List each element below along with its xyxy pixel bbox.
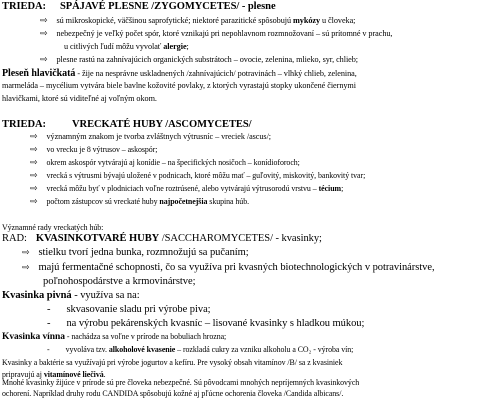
dash-marker: -	[47, 345, 50, 354]
term-bold: Pleseň hlavičkatá	[2, 68, 76, 79]
item-text: skvasovanie sladu pri výrobe piva;	[66, 304, 211, 315]
item-text-end: – rozkladá cukry za vzniku alkoholu a CO₂ - výroba vín;	[175, 345, 354, 354]
heading-label: TRIEDA:	[2, 119, 46, 130]
heading-label: TRIEDA:	[2, 1, 46, 12]
bullet-text-end: skupina húb.	[207, 197, 250, 206]
dash-item	[47, 346, 353, 354]
paragraph-text: ochorení. Napríklad druhy rodu CANDIDA spôsobujú kožné aj pľúcne ochorenia človeka /Candida albicans/.	[2, 389, 344, 398]
item-text: vyvoláva tzv.	[65, 345, 109, 354]
bullet-text: okrem askospór vytvárajú aj konídie – na špecifických nosičoch – konídioforoch;	[46, 158, 300, 167]
bullet-item	[40, 56, 358, 65]
heading-title: VRECKATÉ HUBY /ASCOMYCETES/	[72, 119, 252, 130]
dash-marker: -	[47, 318, 51, 329]
bullet-item	[40, 30, 392, 39]
bullet-item	[30, 146, 157, 155]
rady-heading	[2, 224, 103, 232]
paragraph-text: - žije na nesprávne uskladnených /zahnívajúcich/ potravinách – vlhký chlieb, zelenina,	[75, 69, 357, 78]
arrow-icon: ⇨	[30, 197, 38, 207]
bullet-text: vo vrecku je 8 výtrusov – askospór;	[46, 145, 158, 154]
arrow-icon: ⇨	[40, 16, 48, 26]
rad-rest: /SACCHAROMYCETES/ - kvasinky;	[159, 233, 322, 244]
paragraph-text: hlavičkami, ktoré sú viditeľné aj voľným okom.	[2, 94, 157, 103]
heading-title: SPÁJAVÉ PLESNE /ZYGOMYCETES/ - plesne	[60, 1, 276, 12]
bullet-item	[30, 159, 300, 168]
arrow-icon: ⇨	[30, 132, 38, 142]
paragraph-text: pripravujú aj	[2, 370, 44, 379]
bullet-item	[30, 185, 343, 194]
paragraph-text: Mnohé kvasinky žijúce v prírode sú pre človeka nebezpečné. Sú pôvodcami mnohých nepríjemných kvasinkových	[2, 378, 360, 387]
bullet-text: u citlivých ľudí môžu vyvolať	[64, 42, 164, 51]
rad-heading-kvasinkotvare	[2, 234, 322, 245]
bullet-text: poľnohospodárstve a krmovinárstve;	[43, 276, 196, 287]
bullet-item	[22, 263, 435, 274]
bullet-continuation	[64, 43, 189, 51]
jogurty-line1	[2, 359, 342, 367]
dash-marker: -	[47, 304, 51, 315]
arrow-icon: ⇨	[30, 184, 38, 194]
rad-title: KVASINKOTVARÉ HUBY	[35, 233, 160, 244]
plesen-paragraph-line1	[2, 69, 357, 79]
bullet-text: sú mikroskopické, väčšinou saprofytické; niektoré parazitické spôsobujú	[56, 16, 294, 25]
paragraph-text: Významné rady vreckatých húb:	[2, 223, 104, 232]
vinna-heading	[2, 333, 226, 343]
bullet-bold: técium	[318, 184, 342, 193]
bullet-item	[40, 17, 355, 26]
plesen-paragraph-line2	[2, 82, 356, 90]
plesen-paragraph-line3	[2, 95, 157, 103]
item-text: na výrobu pekárenských kvasníc – lisované kvasinky s hladkou múkou;	[66, 318, 365, 329]
arrow-icon: ⇨	[22, 248, 30, 258]
bullet-text: nebezpečný je veľký počet spór, ktoré vznikajú pri nepohlavnom rozmnožovaní – sú prítomné v prachu,	[56, 29, 393, 38]
bullet-item	[30, 172, 365, 181]
bullet-text-end: u človeka;	[320, 16, 356, 25]
bullet-bold: mykózy	[293, 16, 321, 25]
bullet-text: počtom zástupcov sú vreckaté huby	[46, 197, 160, 206]
bullet-item	[22, 248, 249, 259]
paragraph-text-end: .	[103, 370, 106, 379]
paragraph-text: Kvasinky a baktérie sa využívajú pri výrobe jogurtov a kefíru. Pre vysoký obsah vitamínov /B/ sa z kvasiniek	[2, 358, 343, 367]
bullet-text-end: ;	[341, 184, 344, 193]
bullet-text: plesne rastú na zahnívajúcich organických substrátoch – ovocie, zelenina, mlieko, syr, chlieb;	[56, 55, 359, 64]
paragraph-text: marmeláda – mycélium vytvára biele bavlne kožovité povlaky, z ktorých vyrastajú stopky ukončené čiernymi	[2, 81, 356, 90]
rad-label: RAD:	[2, 233, 27, 244]
bullet-text: majú fermentačné schopnosti, čo sa využíva pri kvasných biotechnologických v potravinárstve,	[38, 262, 435, 273]
arrow-icon: ⇨	[30, 158, 38, 168]
bullet-item	[30, 198, 249, 207]
mnohe-line1	[2, 379, 359, 387]
section-heading-zygomycetes	[2, 2, 276, 13]
bullet-text: stielku tvorí jedna bunka, rozmnožujú sa pučaním;	[38, 247, 249, 258]
section-heading-ascomycetes	[2, 120, 252, 131]
arrow-icon: ⇨	[40, 29, 48, 39]
item-bold: alkoholové kvasenie	[108, 345, 176, 354]
bullet-text: vrecká môžu byť v plodniciach voľne roztrúsené, alebo vytvárajú výtrusorodú vrstvu –	[46, 184, 319, 193]
term-bold: Kvasinka vínna	[2, 332, 65, 342]
arrow-icon: ⇨	[30, 171, 38, 181]
bullet-bold: najpočetnejšia	[159, 197, 208, 206]
term-bold: Kvasinka pivná	[2, 290, 72, 301]
arrow-icon: ⇨	[22, 263, 30, 273]
paragraph-text: - využíva sa na:	[71, 290, 140, 301]
bullet-continuation	[43, 277, 195, 288]
pivna-heading	[2, 291, 140, 302]
dash-item	[47, 319, 364, 330]
paragraph-text: - nachádza sa voľne v prírode na bobuliach hrozna;	[64, 332, 227, 341]
bullet-item	[30, 133, 271, 142]
arrow-icon: ⇨	[40, 55, 48, 65]
bullet-text: vrecká s výtrusmi bývajú uložené v podnicach, ktoré môžu mať – guľovitý, miskovitý, bankovitý tvar;	[46, 171, 366, 180]
arrow-icon: ⇨	[30, 145, 38, 155]
mnohe-line2	[2, 390, 343, 398]
dash-item	[47, 305, 211, 316]
bullet-text: významným znakom je tvorba zvláštnych výtrusníc – vreciek /ascus/;	[46, 132, 272, 141]
bullet-bold: alergie	[163, 42, 187, 51]
bullet-text-end: ;	[186, 42, 189, 51]
paragraph-bold: vitamínové liečivá	[43, 370, 104, 379]
